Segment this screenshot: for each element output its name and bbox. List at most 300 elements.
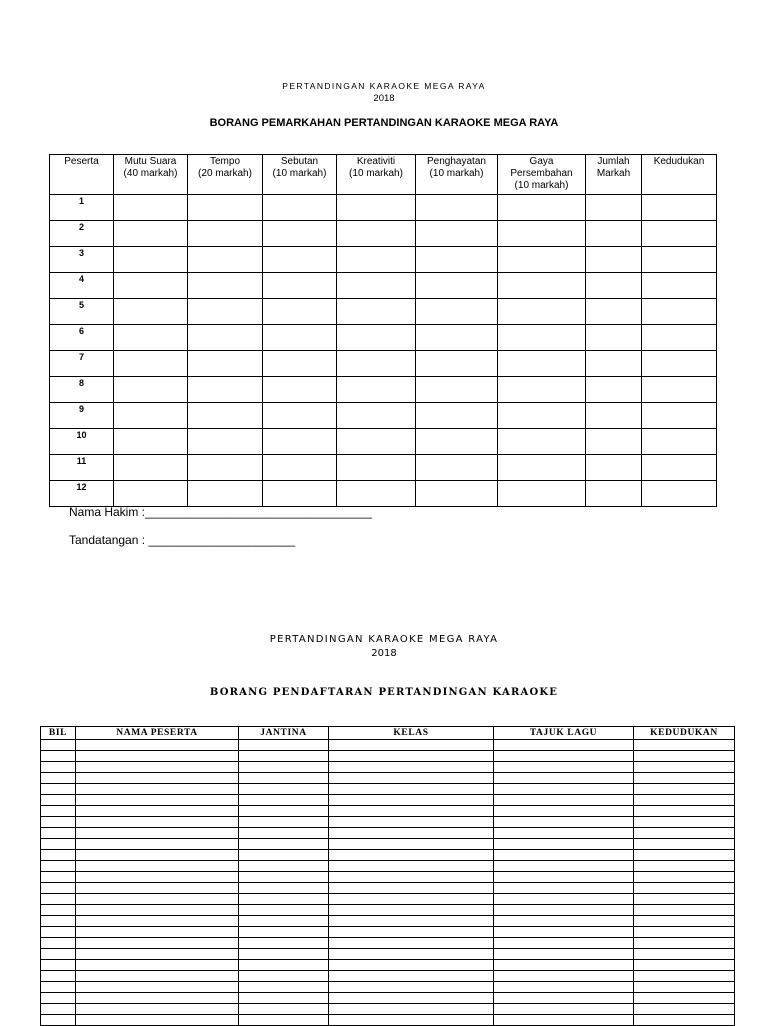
registration-cell[interactable] bbox=[634, 850, 735, 861]
registration-cell[interactable] bbox=[41, 971, 76, 982]
registration-cell[interactable] bbox=[494, 773, 634, 784]
score-cell[interactable] bbox=[586, 455, 642, 481]
registration-cell[interactable] bbox=[239, 839, 329, 850]
score-cell[interactable] bbox=[642, 195, 717, 221]
registration-cell[interactable] bbox=[239, 762, 329, 773]
score-cell[interactable] bbox=[586, 481, 642, 507]
registration-cell[interactable] bbox=[634, 982, 735, 993]
registration-column-header: KEDUDUKAN bbox=[634, 727, 735, 740]
score-column-header bbox=[498, 155, 586, 195]
registration-cell[interactable] bbox=[76, 828, 239, 839]
registration-cell[interactable] bbox=[41, 1004, 76, 1015]
registration-cell[interactable] bbox=[329, 894, 494, 905]
registration-cell[interactable] bbox=[76, 762, 239, 773]
registration-cell[interactable] bbox=[76, 817, 239, 828]
registration-cell[interactable] bbox=[329, 949, 494, 960]
registration-cell[interactable] bbox=[329, 1004, 494, 1015]
score-cell[interactable] bbox=[263, 247, 337, 273]
registration-cell[interactable] bbox=[329, 839, 494, 850]
registration-cell[interactable] bbox=[41, 751, 76, 762]
score-cell[interactable] bbox=[416, 429, 498, 455]
registration-cell[interactable] bbox=[329, 740, 494, 751]
registration-cell[interactable] bbox=[76, 971, 239, 982]
score-cell[interactable] bbox=[416, 247, 498, 273]
registration-cell[interactable] bbox=[329, 762, 494, 773]
score-cell[interactable] bbox=[337, 455, 416, 481]
registration-cell[interactable] bbox=[239, 949, 329, 960]
registration-cell[interactable] bbox=[494, 971, 634, 982]
registration-cell[interactable] bbox=[634, 806, 735, 817]
registration-cell[interactable] bbox=[239, 993, 329, 1004]
registration-cell[interactable] bbox=[76, 960, 239, 971]
registration-cell[interactable] bbox=[634, 795, 735, 806]
score-cell[interactable] bbox=[498, 455, 586, 481]
registration-cell[interactable] bbox=[239, 740, 329, 751]
registration-table-row bbox=[41, 949, 735, 960]
score-cell[interactable] bbox=[416, 221, 498, 247]
score-cell[interactable] bbox=[337, 403, 416, 429]
registration-cell[interactable] bbox=[41, 960, 76, 971]
registration-cell[interactable] bbox=[239, 960, 329, 971]
score-cell[interactable] bbox=[188, 221, 263, 247]
score-table-row bbox=[50, 325, 717, 351]
registration-cell[interactable] bbox=[329, 927, 494, 938]
score-cell[interactable] bbox=[586, 221, 642, 247]
score-column-header-text: Tempo bbox=[209, 156, 240, 167]
registration-cell[interactable] bbox=[329, 773, 494, 784]
registration-table-row bbox=[41, 993, 735, 1004]
score-cell[interactable] bbox=[416, 273, 498, 299]
registration-cell[interactable] bbox=[494, 762, 634, 773]
registration-cell[interactable] bbox=[494, 894, 634, 905]
participant-number: 3 bbox=[50, 247, 114, 273]
score-cell[interactable] bbox=[263, 481, 337, 507]
participant-number: 1 bbox=[50, 195, 114, 221]
registration-cell[interactable] bbox=[494, 861, 634, 872]
registration-cell[interactable] bbox=[494, 916, 634, 927]
score-cell[interactable] bbox=[498, 429, 586, 455]
score-cell[interactable] bbox=[114, 273, 188, 299]
registration-cell[interactable] bbox=[239, 806, 329, 817]
score-column-header bbox=[642, 155, 717, 195]
registration-cell[interactable] bbox=[41, 894, 76, 905]
registration-cell[interactable] bbox=[76, 993, 239, 1004]
registration-cell[interactable] bbox=[494, 905, 634, 916]
participant-number: 4 bbox=[50, 273, 114, 299]
signature-field[interactable]: Tandatangan : ______________________ bbox=[69, 533, 296, 547]
registration-cell[interactable] bbox=[634, 740, 735, 751]
registration-cell[interactable] bbox=[239, 850, 329, 861]
registration-cell[interactable] bbox=[634, 971, 735, 982]
registration-cell[interactable] bbox=[634, 938, 735, 949]
registration-cell[interactable] bbox=[329, 960, 494, 971]
registration-cell[interactable] bbox=[329, 938, 494, 949]
score-cell[interactable] bbox=[416, 481, 498, 507]
score-cell[interactable] bbox=[263, 429, 337, 455]
registration-cell[interactable] bbox=[329, 982, 494, 993]
score-cell[interactable] bbox=[188, 455, 263, 481]
registration-cell[interactable] bbox=[634, 894, 735, 905]
score-cell[interactable] bbox=[114, 221, 188, 247]
registration-cell[interactable] bbox=[634, 927, 735, 938]
registration-cell[interactable] bbox=[239, 795, 329, 806]
registration-cell[interactable] bbox=[634, 916, 735, 927]
participant-number: 5 bbox=[50, 299, 114, 325]
score-cell[interactable] bbox=[498, 221, 586, 247]
registration-cell[interactable] bbox=[239, 916, 329, 927]
registration-cell[interactable] bbox=[239, 773, 329, 784]
registration-cell[interactable] bbox=[76, 905, 239, 916]
registration-cell[interactable] bbox=[494, 938, 634, 949]
score-cell[interactable] bbox=[337, 195, 416, 221]
score-cell[interactable] bbox=[337, 299, 416, 325]
registration-cell[interactable] bbox=[41, 927, 76, 938]
score-cell[interactable] bbox=[586, 377, 642, 403]
registration-cell[interactable] bbox=[41, 938, 76, 949]
registration-cell[interactable] bbox=[41, 795, 76, 806]
score-cell[interactable] bbox=[498, 403, 586, 429]
registration-cell[interactable] bbox=[239, 1004, 329, 1015]
registration-cell[interactable] bbox=[494, 828, 634, 839]
registration-table-row bbox=[41, 751, 735, 762]
score-cell[interactable] bbox=[188, 429, 263, 455]
registration-table-row bbox=[41, 850, 735, 861]
registration-cell[interactable] bbox=[494, 806, 634, 817]
participant-number: 2 bbox=[50, 221, 114, 247]
score-cell[interactable] bbox=[114, 351, 188, 377]
registration-cell[interactable] bbox=[41, 905, 76, 916]
registration-cell[interactable] bbox=[41, 872, 76, 883]
score-cell[interactable] bbox=[114, 377, 188, 403]
score-cell[interactable] bbox=[114, 455, 188, 481]
registration-cell[interactable] bbox=[634, 828, 735, 839]
registration-cell[interactable] bbox=[41, 861, 76, 872]
registration-cell[interactable] bbox=[329, 883, 494, 894]
score-column-header-text: (10 markah) bbox=[514, 180, 569, 191]
score-cell[interactable] bbox=[337, 325, 416, 351]
registration-column-header: NAMA PESERTA bbox=[76, 727, 239, 740]
score-cell[interactable] bbox=[642, 221, 717, 247]
score-cell[interactable] bbox=[263, 455, 337, 481]
score-cell[interactable] bbox=[416, 455, 498, 481]
registration-cell[interactable] bbox=[76, 784, 239, 795]
score-cell[interactable] bbox=[586, 403, 642, 429]
participant-number: 8 bbox=[50, 377, 114, 403]
score-column-header-text: Mutu Suara bbox=[124, 156, 177, 167]
score-table-row bbox=[50, 429, 717, 455]
score-cell[interactable] bbox=[188, 247, 263, 273]
registration-cell[interactable] bbox=[41, 993, 76, 1004]
score-cell[interactable] bbox=[416, 299, 498, 325]
score-cell[interactable] bbox=[642, 455, 717, 481]
registration-cell[interactable] bbox=[41, 916, 76, 927]
registration-cell[interactable] bbox=[329, 993, 494, 1004]
score-cell[interactable] bbox=[586, 429, 642, 455]
registration-cell[interactable] bbox=[494, 949, 634, 960]
registration-cell[interactable] bbox=[329, 828, 494, 839]
score-cell[interactable] bbox=[263, 403, 337, 429]
registration-cell[interactable] bbox=[239, 927, 329, 938]
registration-cell[interactable] bbox=[634, 762, 735, 773]
score-cell[interactable] bbox=[263, 195, 337, 221]
registration-column-header: BIL bbox=[41, 727, 76, 740]
registration-cell[interactable] bbox=[76, 916, 239, 927]
registration-cell[interactable] bbox=[76, 850, 239, 861]
registration-cell[interactable] bbox=[76, 938, 239, 949]
registration-cell[interactable] bbox=[76, 861, 239, 872]
registration-cell[interactable] bbox=[329, 806, 494, 817]
score-table-row bbox=[50, 247, 717, 273]
registration-cell[interactable] bbox=[41, 839, 76, 850]
registration-cell[interactable] bbox=[634, 784, 735, 795]
registration-cell[interactable] bbox=[494, 740, 634, 751]
registration-cell[interactable] bbox=[494, 751, 634, 762]
registration-cell[interactable] bbox=[329, 817, 494, 828]
registration-cell[interactable] bbox=[41, 883, 76, 894]
registration-cell[interactable] bbox=[494, 795, 634, 806]
score-cell[interactable] bbox=[642, 481, 717, 507]
score-cell[interactable] bbox=[114, 247, 188, 273]
registration-cell[interactable] bbox=[329, 751, 494, 762]
registration-cell[interactable] bbox=[494, 883, 634, 894]
score-cell[interactable] bbox=[586, 325, 642, 351]
score-cell[interactable] bbox=[498, 351, 586, 377]
registration-table-row bbox=[41, 740, 735, 751]
registration-cell[interactable] bbox=[41, 850, 76, 861]
score-cell[interactable] bbox=[188, 481, 263, 507]
participant-number: 6 bbox=[50, 325, 114, 351]
registration-cell[interactable] bbox=[494, 982, 634, 993]
score-cell[interactable] bbox=[416, 351, 498, 377]
score-cell[interactable] bbox=[263, 377, 337, 403]
score-cell[interactable] bbox=[498, 299, 586, 325]
registration-cell[interactable] bbox=[329, 784, 494, 795]
registration-table-row bbox=[41, 894, 735, 905]
score-cell[interactable] bbox=[498, 273, 586, 299]
score-column-header bbox=[263, 155, 337, 195]
registration-cell[interactable] bbox=[494, 839, 634, 850]
registration-table-row bbox=[41, 784, 735, 795]
registration-cell[interactable] bbox=[634, 883, 735, 894]
score-cell[interactable] bbox=[642, 429, 717, 455]
score-cell[interactable] bbox=[642, 325, 717, 351]
participant-number: 11 bbox=[50, 455, 114, 481]
score-cell[interactable] bbox=[263, 325, 337, 351]
score-cell[interactable] bbox=[114, 325, 188, 351]
score-cell[interactable] bbox=[337, 429, 416, 455]
registration-cell[interactable] bbox=[494, 960, 634, 971]
registration-cell[interactable] bbox=[41, 762, 76, 773]
registration-cell[interactable] bbox=[634, 993, 735, 1004]
registration-cell[interactable] bbox=[41, 982, 76, 993]
registration-cell[interactable] bbox=[76, 927, 239, 938]
registration-cell[interactable] bbox=[239, 883, 329, 894]
registration-cell[interactable] bbox=[329, 916, 494, 927]
registration-cell[interactable] bbox=[634, 905, 735, 916]
score-column-header bbox=[586, 155, 642, 195]
registration-cell[interactable] bbox=[634, 839, 735, 850]
participant-number: 9 bbox=[50, 403, 114, 429]
score-cell[interactable] bbox=[642, 403, 717, 429]
registration-cell[interactable] bbox=[634, 751, 735, 762]
registration-cell[interactable] bbox=[41, 806, 76, 817]
score-table-row bbox=[50, 351, 717, 377]
registration-cell[interactable] bbox=[76, 751, 239, 762]
registration-cell[interactable] bbox=[41, 817, 76, 828]
judge-name-field[interactable]: Nama Hakim :__________________________________ bbox=[69, 505, 372, 519]
registration-cell[interactable] bbox=[329, 861, 494, 872]
score-cell[interactable] bbox=[263, 221, 337, 247]
registration-cell[interactable] bbox=[76, 740, 239, 751]
score-cell[interactable] bbox=[263, 351, 337, 377]
score-cell[interactable] bbox=[114, 403, 188, 429]
score-cell[interactable] bbox=[188, 299, 263, 325]
score-cell[interactable] bbox=[586, 299, 642, 325]
registration-table-row bbox=[41, 762, 735, 773]
registration-cell[interactable] bbox=[76, 872, 239, 883]
score-cell[interactable] bbox=[337, 221, 416, 247]
registration-cell[interactable] bbox=[41, 784, 76, 795]
score-cell[interactable] bbox=[188, 351, 263, 377]
registration-cell[interactable] bbox=[634, 949, 735, 960]
registration-cell[interactable] bbox=[239, 861, 329, 872]
score-cell[interactable] bbox=[498, 195, 586, 221]
registration-cell[interactable] bbox=[76, 883, 239, 894]
registration-cell[interactable] bbox=[634, 817, 735, 828]
score-column-header bbox=[114, 155, 188, 195]
registration-cell[interactable] bbox=[634, 872, 735, 883]
score-cell[interactable] bbox=[114, 195, 188, 221]
score-cell[interactable] bbox=[586, 247, 642, 273]
registration-cell[interactable] bbox=[494, 872, 634, 883]
registration-cell[interactable] bbox=[239, 905, 329, 916]
score-cell[interactable] bbox=[188, 195, 263, 221]
score-cell[interactable] bbox=[586, 351, 642, 377]
score-cell[interactable] bbox=[337, 377, 416, 403]
registration-form-subtitle: BORANG PENDAFTARAN PERTANDINGAN KARAOKE bbox=[209, 687, 559, 698]
registration-cell[interactable] bbox=[494, 993, 634, 1004]
registration-cell[interactable] bbox=[76, 894, 239, 905]
participant-number: 7 bbox=[50, 351, 114, 377]
registration-table-row bbox=[41, 905, 735, 916]
score-column-header-text: (10 markah) bbox=[272, 168, 327, 179]
score-cell[interactable] bbox=[498, 247, 586, 273]
score-cell[interactable] bbox=[337, 351, 416, 377]
score-table-row bbox=[50, 377, 717, 403]
registration-table-row bbox=[41, 960, 735, 971]
score-cell[interactable] bbox=[114, 299, 188, 325]
score-cell[interactable] bbox=[337, 481, 416, 507]
score-cell[interactable] bbox=[416, 403, 498, 429]
score-column-header bbox=[337, 155, 416, 195]
score-form-year: 2018 bbox=[373, 93, 395, 104]
score-table-row bbox=[50, 481, 717, 507]
registration-form-event-title: PERTANDINGAN KARAOKE MEGA RAYA bbox=[269, 634, 499, 645]
score-cell[interactable] bbox=[642, 247, 717, 273]
score-cell[interactable] bbox=[188, 273, 263, 299]
registration-cell[interactable] bbox=[494, 784, 634, 795]
registration-cell[interactable] bbox=[76, 1004, 239, 1015]
registration-cell[interactable] bbox=[41, 773, 76, 784]
score-cell[interactable] bbox=[642, 351, 717, 377]
registration-table-row bbox=[41, 839, 735, 850]
score-cell[interactable] bbox=[337, 247, 416, 273]
registration-cell[interactable] bbox=[76, 949, 239, 960]
score-cell[interactable] bbox=[114, 429, 188, 455]
score-cell[interactable] bbox=[416, 377, 498, 403]
registration-cell[interactable] bbox=[634, 1004, 735, 1015]
registration-cell[interactable] bbox=[239, 938, 329, 949]
score-cell[interactable] bbox=[416, 195, 498, 221]
score-cell[interactable] bbox=[263, 299, 337, 325]
score-cell[interactable] bbox=[416, 325, 498, 351]
registration-cell[interactable] bbox=[239, 982, 329, 993]
registration-cell[interactable] bbox=[239, 971, 329, 982]
registration-cell[interactable] bbox=[494, 1004, 634, 1015]
registration-cell[interactable] bbox=[329, 872, 494, 883]
score-cell[interactable] bbox=[498, 325, 586, 351]
score-cell[interactable] bbox=[498, 377, 586, 403]
score-cell[interactable] bbox=[188, 377, 263, 403]
score-cell[interactable] bbox=[642, 299, 717, 325]
registration-cell[interactable] bbox=[494, 850, 634, 861]
score-cell[interactable] bbox=[586, 195, 642, 221]
registration-cell[interactable] bbox=[76, 806, 239, 817]
score-cell[interactable] bbox=[263, 273, 337, 299]
registration-table-row bbox=[41, 1004, 735, 1015]
registration-cell[interactable] bbox=[239, 872, 329, 883]
registration-cell[interactable] bbox=[76, 795, 239, 806]
registration-cell[interactable] bbox=[76, 773, 239, 784]
score-cell[interactable] bbox=[188, 325, 263, 351]
registration-cell[interactable] bbox=[494, 927, 634, 938]
registration-cell[interactable] bbox=[76, 839, 239, 850]
score-table-row bbox=[50, 403, 717, 429]
score-cell[interactable] bbox=[114, 481, 188, 507]
score-cell[interactable] bbox=[337, 273, 416, 299]
registration-cell[interactable] bbox=[41, 949, 76, 960]
score-column-header-text: Markah bbox=[596, 168, 631, 179]
registration-cell[interactable] bbox=[41, 740, 76, 751]
registration-cell[interactable] bbox=[634, 773, 735, 784]
registration-cell[interactable] bbox=[239, 894, 329, 905]
registration-table-row bbox=[41, 872, 735, 883]
score-column-header-text: Gaya bbox=[529, 156, 554, 167]
score-column-header-text: Persembahan bbox=[510, 168, 573, 179]
score-cell[interactable] bbox=[188, 403, 263, 429]
registration-cell[interactable] bbox=[239, 784, 329, 795]
registration-cell[interactable] bbox=[239, 828, 329, 839]
registration-cell[interactable] bbox=[41, 828, 76, 839]
score-column-header-text: Kreativiti bbox=[356, 156, 396, 167]
score-cell[interactable] bbox=[642, 377, 717, 403]
registration-cell[interactable] bbox=[494, 817, 634, 828]
registration-cell[interactable] bbox=[634, 861, 735, 872]
score-cell[interactable] bbox=[498, 481, 586, 507]
registration-cell[interactable] bbox=[329, 971, 494, 982]
registration-cell[interactable] bbox=[634, 960, 735, 971]
registration-cell[interactable] bbox=[329, 850, 494, 861]
registration-table bbox=[40, 726, 735, 1026]
registration-cell[interactable] bbox=[239, 817, 329, 828]
score-cell[interactable] bbox=[586, 273, 642, 299]
registration-cell[interactable] bbox=[76, 982, 239, 993]
score-cell[interactable] bbox=[642, 273, 717, 299]
registration-cell[interactable] bbox=[239, 751, 329, 762]
score-table-row bbox=[50, 299, 717, 325]
registration-cell[interactable] bbox=[329, 795, 494, 806]
registration-cell[interactable] bbox=[329, 905, 494, 916]
